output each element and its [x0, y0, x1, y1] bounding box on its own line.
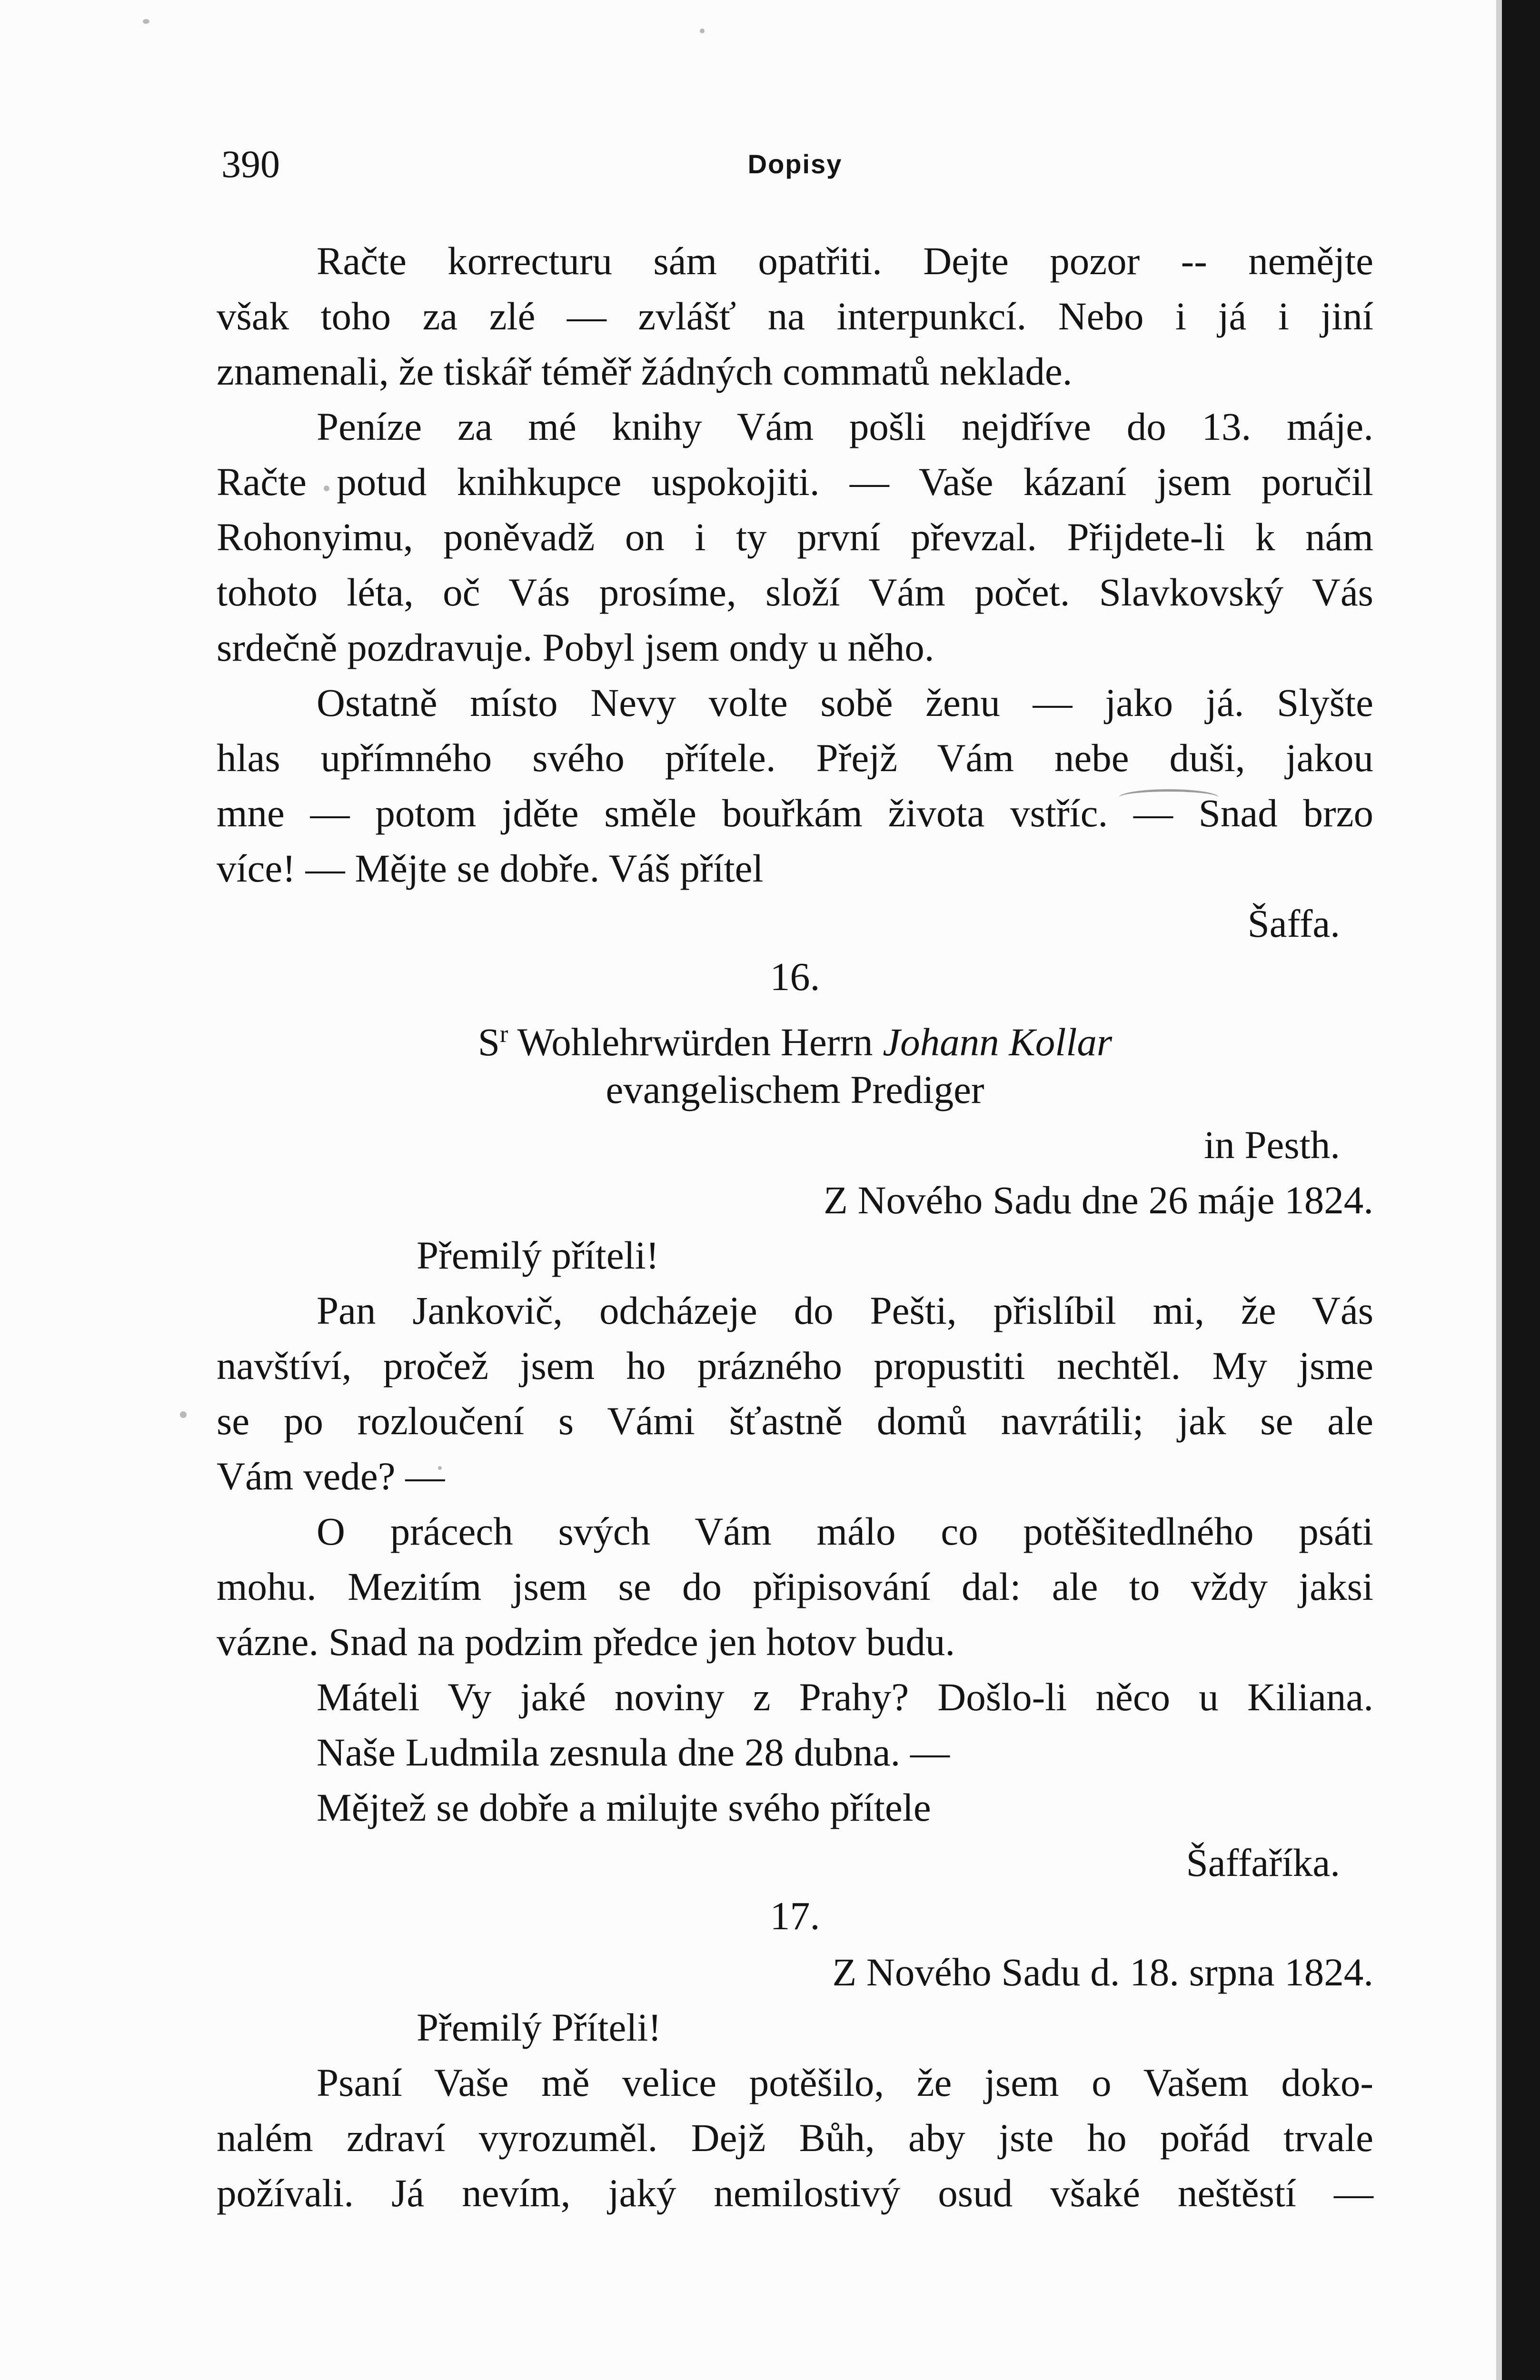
dateline: Z Nového Sadu d. 18. srpna 1824. — [832, 1950, 1373, 1994]
salutation: Přemilý Příteli! — [417, 2005, 662, 2049]
text-line: srdečně pozdravuje. Pobyl jsem ondy u něho. — [217, 625, 934, 669]
text-line: Peníze za mé knihy Vám pošli nejdříve do 13. máje. — [317, 405, 1373, 448]
text-line: O prácech svých Vám málo co potěšitedlného psáti — [317, 1509, 1373, 1553]
text-line: Psaní Vaše mě velice potěšilo, že jsem o Vašem doko- — [317, 2061, 1373, 2104]
signature: Šaffa. — [1247, 902, 1340, 945]
text-line: vázne. Snad na podzim předce jen hotov budu. — [217, 1620, 955, 1664]
text-line: Mějtež se dobře a milujte svého přítele — [317, 1785, 931, 1829]
text-line: nalém zdraví vyrozuměl. Dejž Bůh, aby jste ho pořád trvale — [217, 2116, 1373, 2160]
text-line: se po rozloučení s Vámi šťastně domů navrátili; jak se ale — [217, 1399, 1373, 1443]
address-line-3: in Pesth. — [1204, 1123, 1340, 1167]
signature: Šaffaříka. — [1186, 1841, 1340, 1884]
text-line: požívali. Já nevím, jaký nemilostivý osud všaké neštěstí — — [217, 2171, 1373, 2215]
text-line: Račte korrecturu sám opatřiti. Dejte pozor -- nemějte — [317, 239, 1373, 283]
text-line: mohu. Mezitím jsem se do připisování dal: ale to vždy jaksi — [217, 1565, 1373, 1608]
text-line: Vám vede? — — [217, 1454, 445, 1498]
address-sr: S — [477, 1020, 500, 1064]
scan-speck — [700, 29, 705, 33]
text-line: Ostatně místo Nevy volte sobě ženu — jako já. Slyšte — [317, 681, 1373, 724]
salutation: Přemilý příteli! — [417, 1233, 659, 1277]
address-sr-superscript: r — [499, 1021, 508, 1048]
page-header — [217, 136, 1373, 193]
page-number: 390 — [221, 142, 280, 186]
running-head: Dopisy — [747, 149, 843, 179]
address-line — [217, 1007, 1373, 1062]
text-line: Máteli Vy jaké noviny z Prahy? Došlo-li něco u Kiliana. — [317, 1675, 1373, 1719]
text-line: Pan Jankovič, odcházeje do Pešti, přislíbil mi, že Vás — [317, 1289, 1373, 1332]
text-line: Naše Ludmila zesnula dne 28 dubna. — — [317, 1730, 950, 1774]
address-name: Johann Kollar — [883, 1020, 1113, 1064]
address-prefix: Wohlehrwürden Herrn — [517, 1020, 873, 1064]
letter-number: 16. — [770, 955, 820, 999]
text-line: tohoto léta, oč Vás prosíme, složí Vám počet. Slavkovský Vás — [217, 570, 1373, 614]
scan-edge — [1502, 0, 1540, 2380]
text-line: Rohonyimu, poněvadž on i ty první převzal. Přijdete-li k nám — [217, 515, 1373, 559]
text-line: však toho za zlé — zvlášť na interpunkcí. Nebo i já i jiní — [217, 294, 1373, 338]
dateline: Z Nového Sadu dne 26 máje 1824. — [824, 1178, 1373, 1222]
address-line-2: evangelischem Prediger — [606, 1068, 984, 1111]
text-line: mne — potom jděte směle bouřkám života vstříc. — Snad brzo — [217, 791, 1373, 835]
text-line: Račte potud knihkupce uspokojiti. — Vaše kázaní jsem poručil — [217, 460, 1373, 504]
scan-edge-shadow — [1496, 0, 1502, 2380]
scan-speck — [143, 19, 149, 24]
letter-number: 17. — [770, 1894, 820, 1938]
scan-speck — [180, 1411, 187, 1418]
text-line: znamenali, že tiskář téměř žádných commatů neklade. — [217, 349, 1073, 393]
text-line: hlas upřímného svého přítele. Přejž Vám nebe duši, jakou — [217, 736, 1373, 780]
text-line: navštíví, pročež jsem ho prázného propustiti nechtěl. My jsme — [217, 1344, 1373, 1388]
text-line: více! — Mějte se dobře. Váš přítel — [217, 846, 764, 890]
